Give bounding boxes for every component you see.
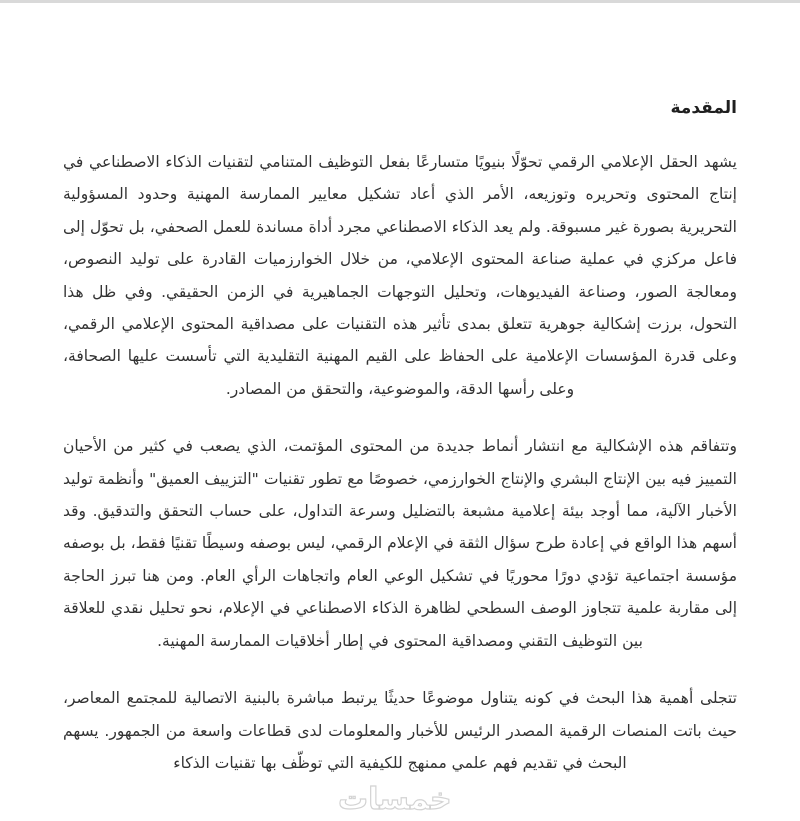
paragraph-2: وتتفاقم هذه الإشكالية مع انتشار أنماط جديدة من المحتوى المؤتمت، الذي يصعب في كثير من الأحيان التمييز فيه بين الإنتاج البشري والإنتاج الخوارزمي، خصوصًا مع تطور تقنيات "التزييف العميق" وأنظمة توليد الأخبار الآلية، مما أوجد بيئة إعلامية مشبعة بالتضليل وسرعة التداول، على حساب التحقق والتدقيق. وقد أسهم هذا الواقع في إعادة طرح سؤال الثقة في الإعلام الرقمي، ليس بوصفه وسيطًا تقنيًا فقط، بل بوصفه مؤسسة اجتماعية تؤدي دورًا محوريًا في تشكيل الوعي العام واتجاهات الرأي العام. ومن هنا تبرز الحاجة إلى مقاربة علمية تتجاوز الوصف السطحي لظاهرة الذكاء الاصطناعي في الإعلام، نحو تحليل نقدي للعلاقة بين التوظيف التقني ومصداقية المحتوى في إطار أخلاقيات الممارسة المهنية. [63, 437, 737, 650]
paragraph-3: تتجلى أهمية هذا البحث في كونه يتناول موضوعًا حديثًا يرتبط مباشرة بالبنية الاتصالية للمجتمع المعاصر، حيث باتت المنصات الرقمية المصدر الرئيس للأخبار والمعلومات لدى قطاعات واسعة من الجمهور. يسهم البحث في تقديم فهم علمي ممنهج للكيفية التي توظّف بها تقنيات الذكاء [63, 689, 737, 772]
top-edge-divider [0, 0, 800, 3]
watermark-text: خمسات [338, 782, 452, 817]
section-heading-introduction: المقدمة [670, 98, 737, 118]
paragraph-1: يشهد الحقل الإعلامي الرقمي تحوّلًا بنيويًا متسارعًا بفعل التوظيف المتنامي لتقنيات الذكاء الاصطناعي في إنتاج المحتوى وتحريره وتوزيعه، الأمر الذي أعاد تشكيل معايير الممارسة المهنية وحدود المسؤولية التحريرية بصورة غير مسبوقة. ولم يعد الذكاء الاصطناعي مجرد أداة مساندة للعمل الصحفي، بل تحوّل إلى فاعل مركزي في عملية صناعة المحتوى الإعلامي، من خلال الخوارزميات القادرة على توليد النصوص، ومعالجة الصور، وصناعة الفيديوهات، وتحليل التوجهات الجماهيرية في الزمن الحقيقي. وفي ظل هذا التحول، برزت إشكالية جوهرية تتعلق بمدى تأثير هذه التقنيات على مصداقية المحتوى الإعلامي الرقمي، وعلى قدرة المؤسسات الإعلامية على الحفاظ على القيم المهنية التقليدية التي تأسست عليها الصحافة، وعلى رأسها الدقة، والموضوعية، والتحقق من المصادر. [63, 153, 737, 398]
